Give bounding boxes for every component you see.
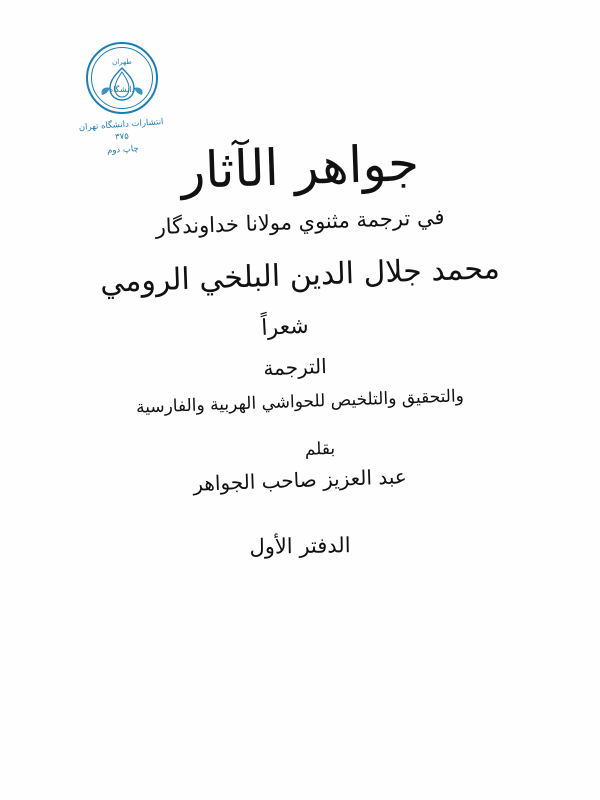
svg-text:دانشگاه: دانشگاه <box>108 85 136 94</box>
university-of-tehran-seal-icon <box>86 42 158 114</box>
publisher-emblem-block <box>62 42 182 156</box>
author-name: محمد جلال الدين البلخي الرومي <box>99 251 501 301</box>
publication-number: ۳۷۵ <box>114 131 130 143</box>
subtitle-line-1: في ترجمة مثنوي مولانا خداوندگار <box>155 204 445 240</box>
verse-label: شعراً <box>260 313 310 342</box>
publisher-name: انتشارات دانشگاه تهران <box>78 117 164 133</box>
seal-artwork <box>86 42 158 114</box>
edition-label: چاپ دوم <box>106 143 140 156</box>
subtitle-line-2: والتحقيق والتلخيص للحواشي الهربية والفارسية <box>135 386 465 419</box>
page-title: جواهر الآثار <box>179 133 420 201</box>
translator-name: عبد العزيز صاحب الجواهر <box>192 464 408 496</box>
translation-label: الترجمة <box>262 354 328 381</box>
volume-label: الدفتر الأول <box>249 533 351 560</box>
pen-label: بقلم <box>304 439 336 461</box>
svg-text:طهران: طهران <box>112 58 132 66</box>
